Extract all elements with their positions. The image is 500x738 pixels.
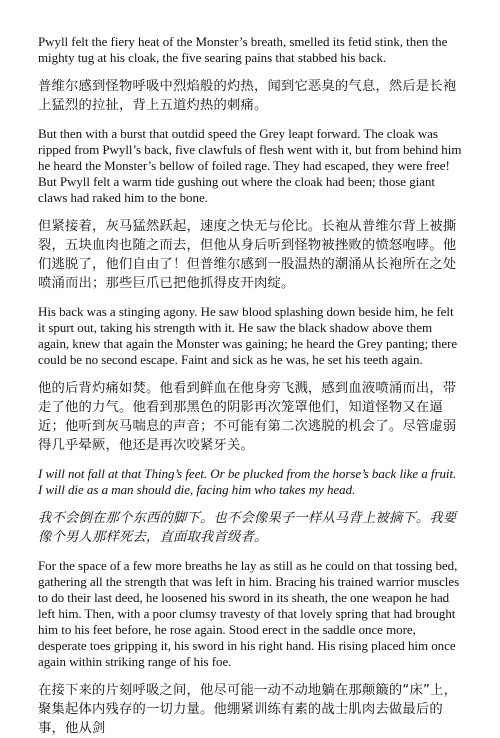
paragraph-zh-3: 他的后背灼痛如焚。他看到鲜血在他身旁飞溅，感到血液喷涌而出，带走了他的力气。他看到那黑色的阴影再次笼罩他们，知道怪物又在逼近；他听到灰马喘息的声音；不可能有第二次逃脱的机会了。尽管虚弱得几乎晕厥，他还是再次咬紧牙关。 xyxy=(38,381,457,453)
paragraph-en-1: Pwyll felt the fiery heat of the Monster’s breath, smelled its fetid stink, then the mighty tug at his cloak, the five searing pains that stabbed his back. xyxy=(38,34,448,65)
paragraph-zh-2: 但紧接着，灰马猛然跃起，速度之快无与伦比。长袍从普维尔背上被撕裂，五块血肉也随之而去，但他从身后听到怪物被挫败的愤怒咆哮。他们逃脱了，他们自由了！但普维尔感到一股温热的潮涌从长袍所在之处喷涌而出；那些巨爪已把他抓得皮开肉绽。 xyxy=(38,219,457,291)
paragraph-en-3: His back was a stinging agony. He saw blood splashing down beside him, he felt it spurt out, taking his strength with it. He saw the black shadow above them again, knew that again the Monster was gaining; he heard the Grey panting; there could be no second escape. Faint and sick as he was, he set his teeth again. xyxy=(38,304,458,367)
paragraph-zh-1: 普维尔感到怪物呼吸中烈焰般的灼热，闻到它恶臭的气息，然后是长袍上猛烈的拉扯，背上五道灼热的刺痛。 xyxy=(38,79,457,113)
paragraph-en-2: But then with a burst that outdid speed the Grey leapt forward. The cloak was ripped from Pwyll’s back, five clawfuls of flesh went with it, but from behind him he heard the Monster’s bellow of foiled rage. They had escaped, they were free! But Pwyll felt a warm tide gushing out where the cloak had been; those giant claws had raked him to the bone. xyxy=(38,126,462,205)
paragraph-zh-5: 在接下来的片刻呼吸之间，他尽可能一动不动地躺在那颠簸的“床”上，聚集起体内残存的一切力量。他绷紧训练有素的战士肌肉去做最后的事，他从剑 xyxy=(38,683,458,736)
paragraph-zh-4-italic: 我不会倒在那个东西的脚下。也不会像果子一样从马背上被摘下。我要像个男人那样死去，直面取我首级者。 xyxy=(38,511,457,545)
paragraph-en-4-italic: I will not fall at that Thing’s feet. Or be plucked from the horse’s back like a fruit. I will die as a man should die, facing him who takes my head. xyxy=(38,466,457,497)
paragraph-en-5: For the space of a few more breaths he lay as still as he could on that tossing bed, gathering all the strength that was left in him. Bracing his trained warrior muscles to do their last deed, he loosened his sword in its sheath, the one weapon he had left him. Then, with a poor clumsy travesty of that lovely spring that had brought him to his feet before, he rose again. Stood erect in the saddle once more, desperate toes gripping it, his sword in his right hand. His rising placed him once again within striking range of his foe. xyxy=(38,558,460,669)
